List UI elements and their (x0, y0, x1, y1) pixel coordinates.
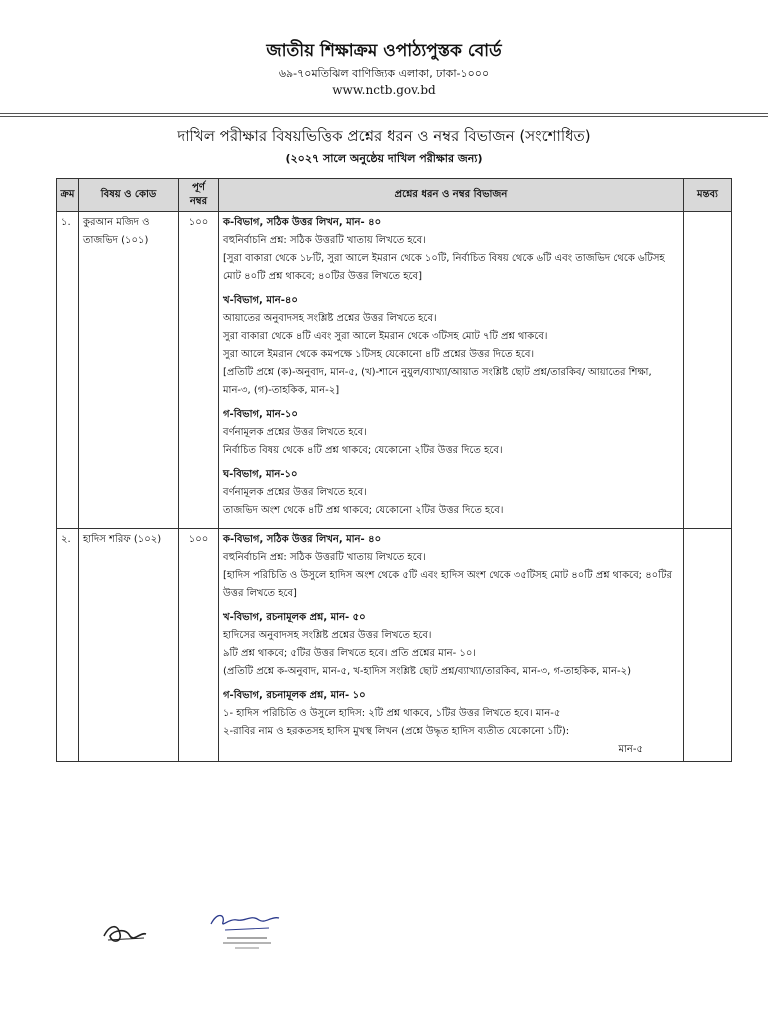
section-line: [সুরা বাকারা থেকে ১৮টি, সুরা আলে ইমরান থেকে ১০টি, নির্বাচিত বিষয় থেকে ৬টি এবং তাজভিদ থেকে ৬টিসহ মোট ৪০টি প্রশ্ন থাকবে; ৪০টির উত্তর লিখতে হবে] (223, 253, 665, 282)
row-distribution (219, 529, 684, 762)
header-serial: ক্রম (57, 179, 79, 212)
document-title: দাখিল পরীক্ষার বিষয়ভিত্তিক প্রশ্নের ধরন ও নম্বর বিভাজন (সংশোধিত) (177, 127, 591, 145)
header-full-marks (179, 179, 219, 212)
section-heading: গ-বিভাগ, রচনামূলক প্রশ্ন, মান- ১০ (223, 690, 366, 701)
section-kha (223, 609, 679, 681)
signature-right-with-stamp (205, 908, 285, 950)
header-remarks: মন্তব্য (684, 179, 732, 212)
row-distribution (219, 212, 684, 529)
section-heading: ঘ-বিভাগ, মান-১০ (223, 469, 298, 480)
section-line: (প্রতিটি প্রশ্নে ক-অনুবাদ, মান-৫, খ-হাদিস সংশ্লিষ্ট ছোট প্রশ্ন/ব্যাখ্যা/তারকিব, মান-৩, গ-তাহকিক, মান-২) (223, 666, 631, 677)
document-subtitle: (২০২৭ সালে অনুষ্ঠেয় দাখিল পরীক্ষার জন্য) (285, 152, 483, 165)
row-remarks (684, 529, 732, 762)
section-line: সুরা আলে ইমরান থেকে কমপক্ষে ১টিসহ যেকোনো ৪টি প্রশ্নের উত্তর দিতে হবে। (223, 349, 535, 360)
row-marks: ১০০ (179, 212, 219, 529)
header-full-marks-line2: নম্বর (189, 196, 208, 207)
section-line: ৯টি প্রশ্ন থাকবে; ৫টির উত্তর লিখতে হবে। প্রতি প্রশ্নের মান- ১০। (223, 648, 476, 659)
section-line: বর্ণনামূলক প্রশ্নের উত্তর লিখতে হবে। (223, 487, 367, 498)
section-line: তাজভিদ অংশ থেকে ৪টি প্রশ্ন থাকবে; যেকোনো ২টির উত্তর দিতে হবে। (223, 505, 504, 516)
section-line: বর্ণনামূলক প্রশ্নের উত্তর লিখতে হবে। (223, 427, 367, 438)
marks-distribution-table (56, 178, 732, 762)
letterhead (0, 40, 768, 98)
section-line: [প্রতিটি প্রশ্নে (ক)-অনুবাদ, মান-৫, (খ)-শানে নুযুল/ব্যাখ্যা/আয়াত সংশ্লিষ্ট ছোট প্রশ্ন/তারকিব/ আয়াতের শিক্ষা, মান-৩, (গ)-তাহকিক, মান-২] (223, 367, 652, 396)
header-distribution: প্রশ্নের ধরন ও নম্বর বিভাজন (219, 179, 684, 212)
row-subject: হাদিস শরিফ (১০২) (79, 529, 179, 762)
table-row (57, 212, 732, 529)
section-line: বহুনির্বাচনি প্রশ্ন: সঠিক উত্তরটি খাতায় লিখতে হবে। (223, 235, 426, 246)
row-subject: কুরআন মজিদ ও তাজভিদ (১০১) (79, 212, 179, 529)
organization-address: ৬৯-৭০মতিঝিল বাণিজ্যিক এলাকা, ঢাকা-১০০০ (278, 67, 490, 80)
section-trailing-marks: মান-৫ (618, 744, 643, 755)
section-line: [হাদিস পরিচিতি ও উসুলে হাদিস অংশ থেকে ৫টি এবং হাদিস অংশ থেকে ৩৫টিসহ মোট ৪০টি প্রশ্ন থাকবে; ৪০টির উত্তর লিখতে হবে] (223, 570, 672, 599)
section-kha (223, 292, 679, 400)
section-line: হাদিসের অনুবাদসহ সংশ্লিষ্ট প্রশ্নের উত্তর লিখতে হবে। (223, 630, 432, 641)
row-serial: ১. (57, 212, 79, 529)
header-full-marks-line1: পূর্ণ (192, 182, 205, 193)
section-ga (223, 687, 679, 759)
section-heading: ক-বিভাগ, সঠিক উত্তর লিখন, মান- ৪০ (223, 217, 382, 228)
table-row (57, 529, 732, 762)
section-line: বহুনির্বাচনি প্রশ্ন: সঠিক উত্তরটি খাতায় লিখতে হবে। (223, 552, 426, 563)
header-subject: বিষয় ও কোড (79, 179, 179, 212)
section-line: ১- হাদিস পরিচিতি ও উসুলে হাদিস: ২টি প্রশ্ন থাকবে, ১টির উত্তর লিখতে হবে। মান-৫ (223, 708, 561, 719)
section-ka (223, 531, 679, 603)
section-heading: খ-বিভাগ, মান-৪০ (223, 295, 298, 306)
section-heading: খ-বিভাগ, রচনামূলক প্রশ্ন, মান- ৫০ (223, 612, 366, 623)
section-gha (223, 466, 679, 520)
header-divider-secondary (0, 116, 768, 117)
section-heading: গ-বিভাগ, মান-১০ (223, 409, 298, 420)
row-remarks (684, 212, 732, 529)
section-heading: ক-বিভাগ, সঠিক উত্তর লিখন, মান- ৪০ (223, 534, 382, 545)
organization-website: www.nctb.gov.bd (332, 83, 436, 97)
row-marks: ১০০ (179, 529, 219, 762)
table-header-row (57, 179, 732, 212)
section-line: সুরা বাকারা থেকে ৪টি এবং সুরা আলে ইমরান থেকে ৩টিসহ মোট ৭টি প্রশ্ন থাকবে। (223, 331, 548, 342)
section-line: নির্বাচিত বিষয় থেকে ৪টি প্রশ্ন থাকবে; যেকোনো ২টির উত্তর দিতে হবে। (223, 445, 503, 456)
section-line: আয়াতের অনুবাদসহ সংশ্লিষ্ট প্রশ্নের উত্তর লিখতে হবে। (223, 313, 437, 324)
row-serial: ২. (57, 529, 79, 762)
section-ga (223, 406, 679, 460)
header-divider (0, 113, 768, 114)
organization-name: জাতীয় শিক্ষাক্রম ওপাঠ্যপুস্তক বোর্ড (266, 41, 502, 61)
section-line: ২-রাবির নাম ও হরকতসহ হাদিস মুখস্থ লিখন (প্রশ্নে উদ্ধৃত হাদিস ব্যতীত যেকোনো ১টি): (223, 726, 570, 737)
signature-left (100, 918, 152, 948)
section-ka (223, 214, 679, 286)
